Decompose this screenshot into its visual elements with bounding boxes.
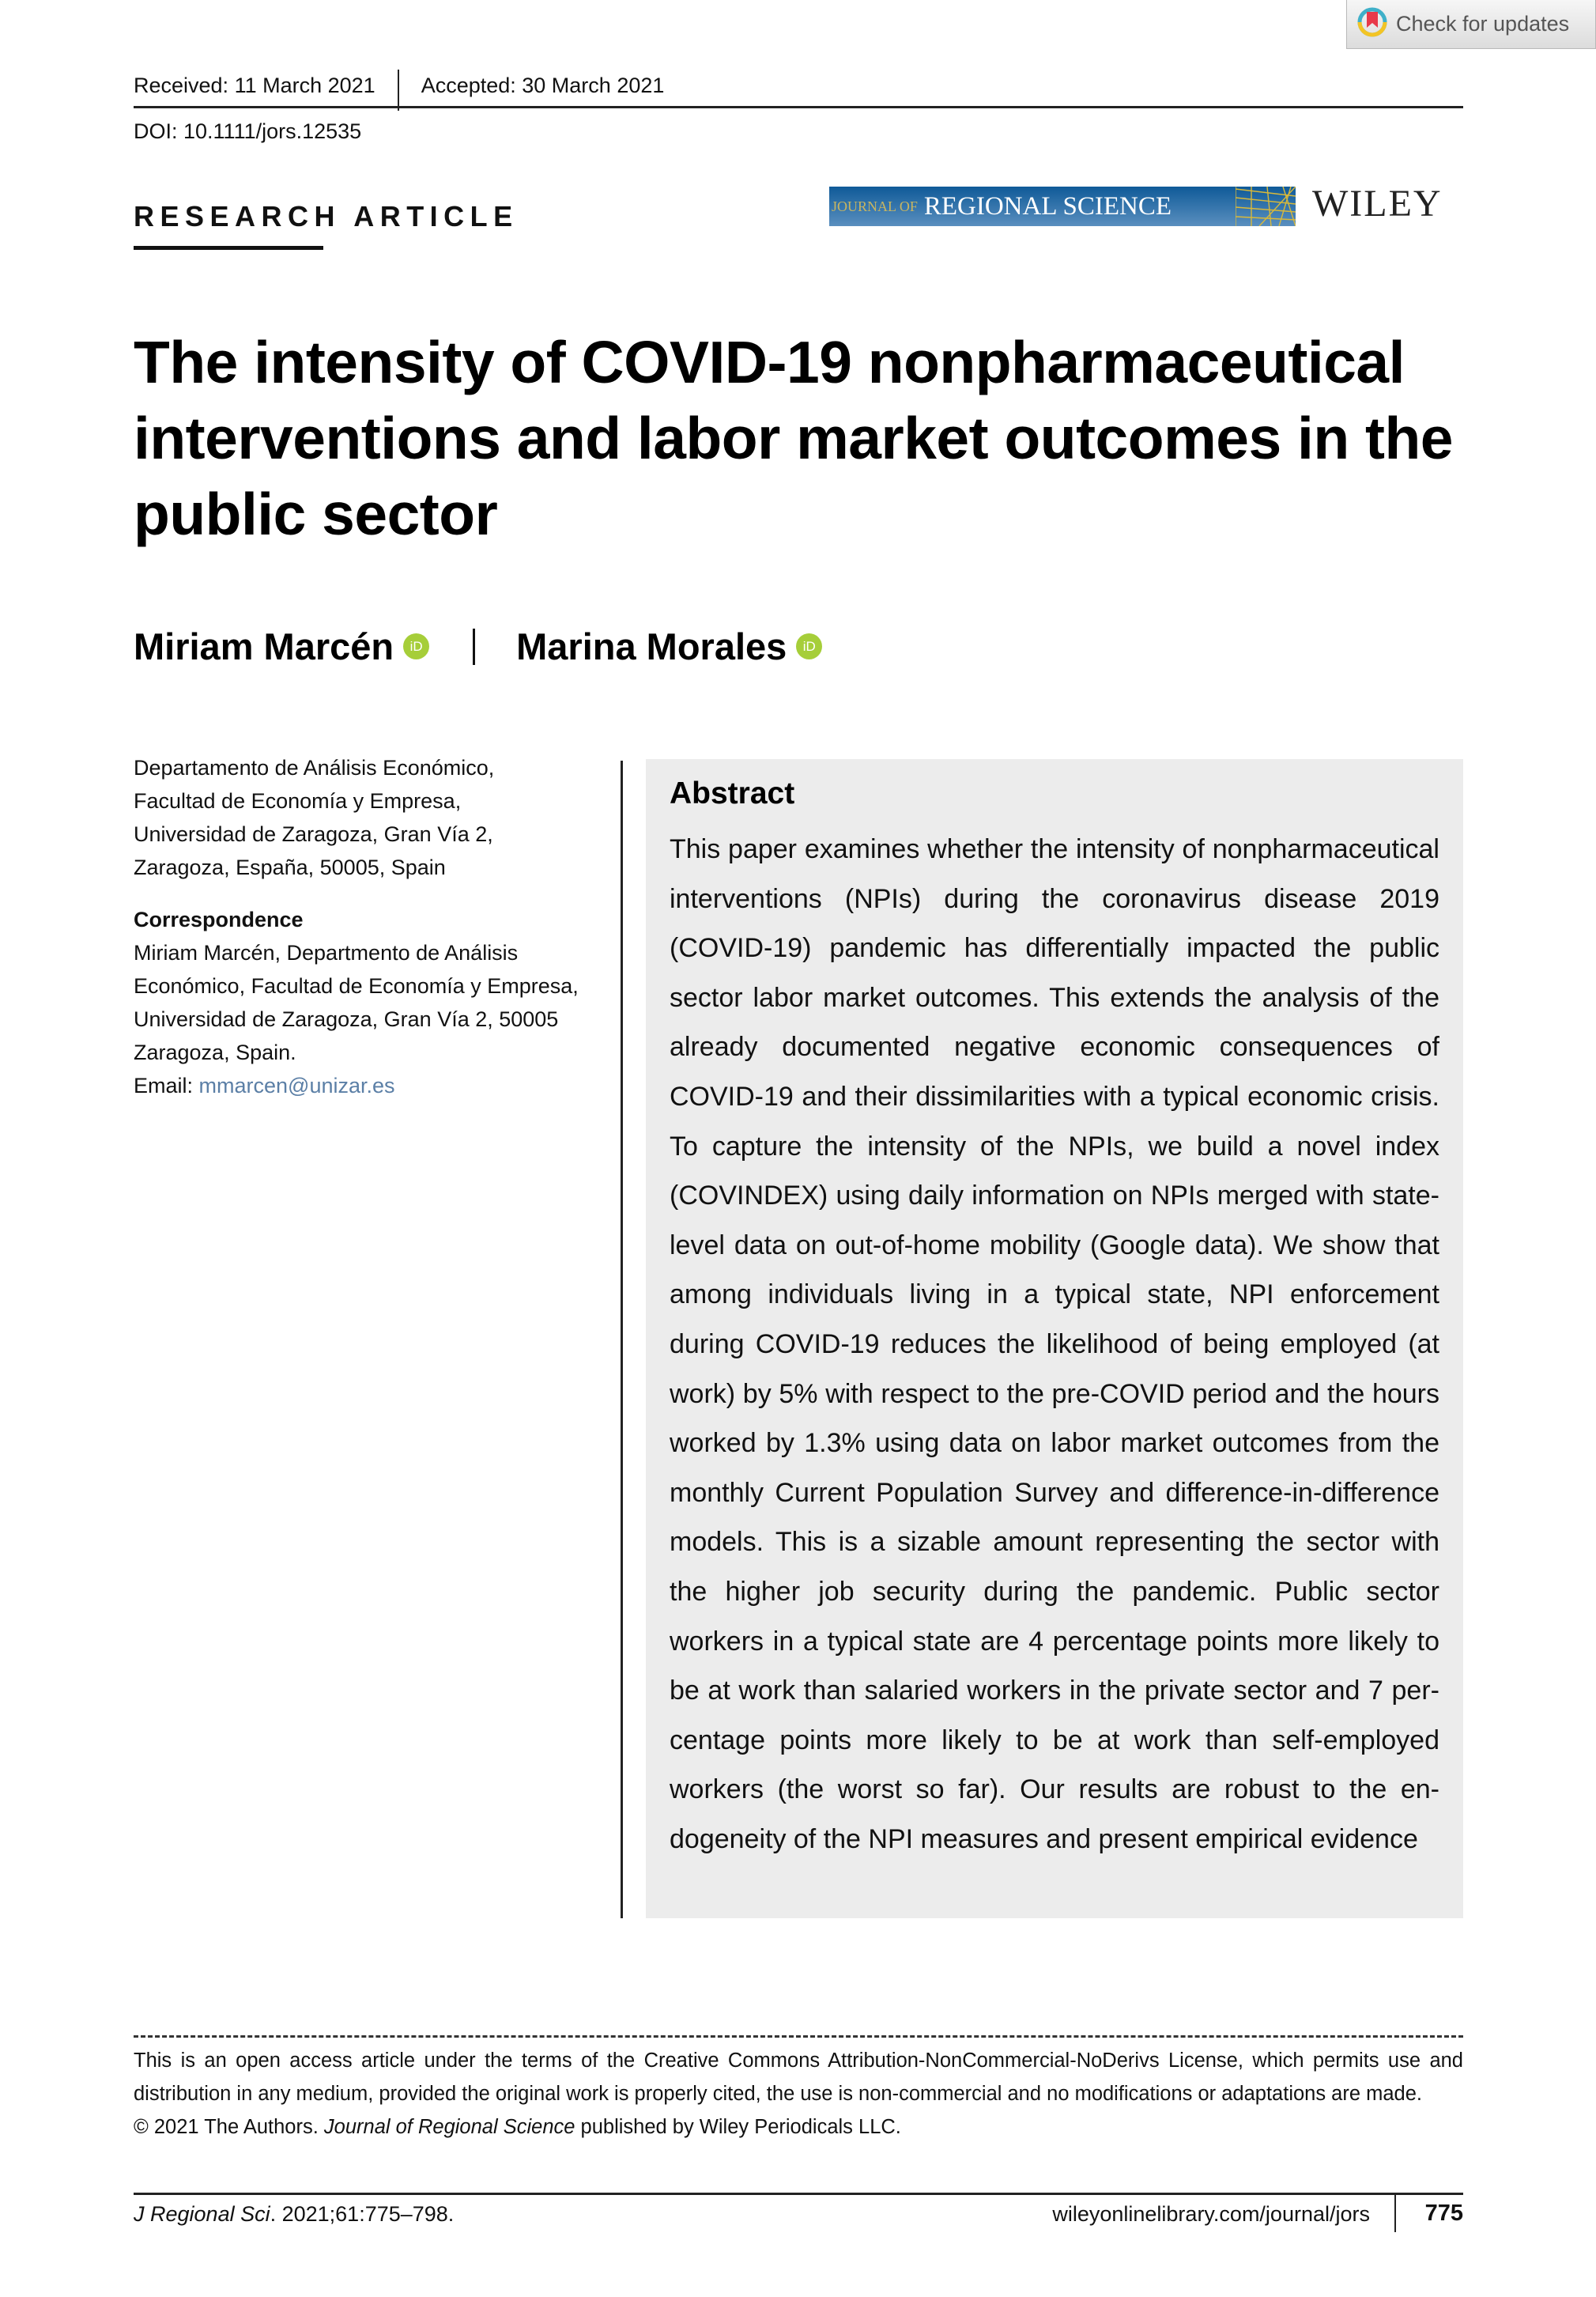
- email-label: Email:: [134, 1074, 199, 1097]
- affiliation-block: [134, 751, 608, 1102]
- affiliation-address: Departamento de Análisis Económico, Facultad de Economía y Empresa, Universidad de Zaragoza, Gran Vía 2, Zaragoza, España, 50005, Spain: [134, 756, 495, 879]
- author-name[interactable]: Marina Morales: [516, 625, 787, 667]
- journal-banner-big: REGIONAL SCIENCE: [923, 191, 1172, 221]
- abstract-heading: Abstract: [670, 776, 795, 810]
- crossmark-icon: [1356, 6, 1388, 42]
- citation-rest: . 2021;61:775–798.: [270, 2202, 455, 2226]
- orcid-icon[interactable]: iD: [796, 633, 822, 659]
- citation: [134, 2202, 454, 2227]
- check-for-updates-label: Check for updates: [1396, 12, 1570, 36]
- received-date: Received: 11 March 2021: [134, 73, 375, 97]
- citation-journal: J Regional Sci: [134, 2202, 270, 2226]
- orcid-icon[interactable]: iD: [403, 633, 429, 659]
- abstract-text: This paper examines whether the intensity of nonpharmaceutical interventions (NPIs) during the coronavirus disease 2019 (COVID-19) pandemic has differentially impacted the public sector labor market outcomes. This extends the analysis of the already documented negative economic consequences of COVID-19 and their dissimilarities with a typical economic crisis. To capture the intensity of the NPIs, we build a novel index (COVINDEX) using daily information on NPIs merged with state-level data on out-of-home mobility (Google data). We show that among individuals living in a typical state, NPI enforcement during COVID-19 reduces the likelihood of being employed (at work) by 5% with respect to the pre-COVID period and the hours worked by 1.3% using data on labor market outcomes from the monthly Current Population Survey and difference-in-difference models. This is a sizable amount representing the sector with the higher job security during the pandemic. Public sector workers in a typical state are 4 percentage points more likely to be at work than salaried workers in the private sector and 7 percentage points more likely to be at work than self-employed workers (the worst so far). Our results are robust to the endogeneity of the NPI measures and present empirical evidence: [670, 834, 1439, 1854]
- footer-separator: [1394, 2193, 1396, 2232]
- article-type: RESEARCH ARTICLE: [134, 200, 519, 232]
- license-text: This is an open access article under the terms of the Creative Commons Attribution-NonCommercial-NoDerivs License, which permits use and distribution in any medium, provided the original work is properly cited, the use is non-commercial and no modifications or adaptations are made.: [134, 2050, 1463, 2105]
- email-link[interactable]: mmarcen@unizar.es: [198, 1074, 395, 1097]
- doi[interactable]: DOI: 10.1111/jors.12535: [134, 119, 362, 143]
- license-block: [134, 2044, 1463, 2144]
- correspondence-email: [134, 1069, 608, 1102]
- footer-rule: [134, 2193, 1463, 2195]
- copyright-prefix: © 2021 The Authors.: [134, 2116, 324, 2138]
- copyright-line: [134, 2110, 1463, 2144]
- check-for-updates-button[interactable]: [1346, 0, 1596, 49]
- author-list: [134, 625, 822, 668]
- header-rule: [134, 106, 1463, 108]
- banner-grid-icon: [1236, 187, 1296, 226]
- accepted-date: Accepted: 30 March 2021: [421, 73, 665, 97]
- column-divider: [621, 761, 623, 1918]
- author-name[interactable]: Miriam Marcén: [134, 625, 394, 667]
- article-dates: [134, 65, 664, 106]
- journal-banner-logo: [829, 187, 1296, 226]
- copyright-suffix: published by Wiley Periodicals LLC.: [575, 2116, 901, 2138]
- article-title: The intensity of COVID-19 nonpharmaceutical interventions and labor market outcomes in the public sector: [134, 329, 1454, 547]
- journal-url[interactable]: wileyonlinelibrary.com/journal/jors: [1052, 2202, 1370, 2226]
- copyright-journal: Journal of Regional Science: [323, 2116, 575, 2138]
- journal-banner-small: JOURNAL OF: [832, 198, 918, 214]
- date-separator: [398, 70, 399, 111]
- correspondence-heading: Correspondence: [134, 908, 304, 931]
- article-type-underline: [134, 246, 323, 250]
- author-separator: [473, 629, 475, 665]
- page-number: 775: [1424, 2201, 1463, 2226]
- publisher-logo: WILEY: [1312, 183, 1443, 225]
- correspondence-text: Miriam Marcén, Departmento de Análisis Económico, Facultad de Economía y Empresa, Universidad de Zaragoza, Gran Vía 2, 50005 Zaragoza, Spain.: [134, 941, 579, 1064]
- license-divider: [134, 2035, 1463, 2038]
